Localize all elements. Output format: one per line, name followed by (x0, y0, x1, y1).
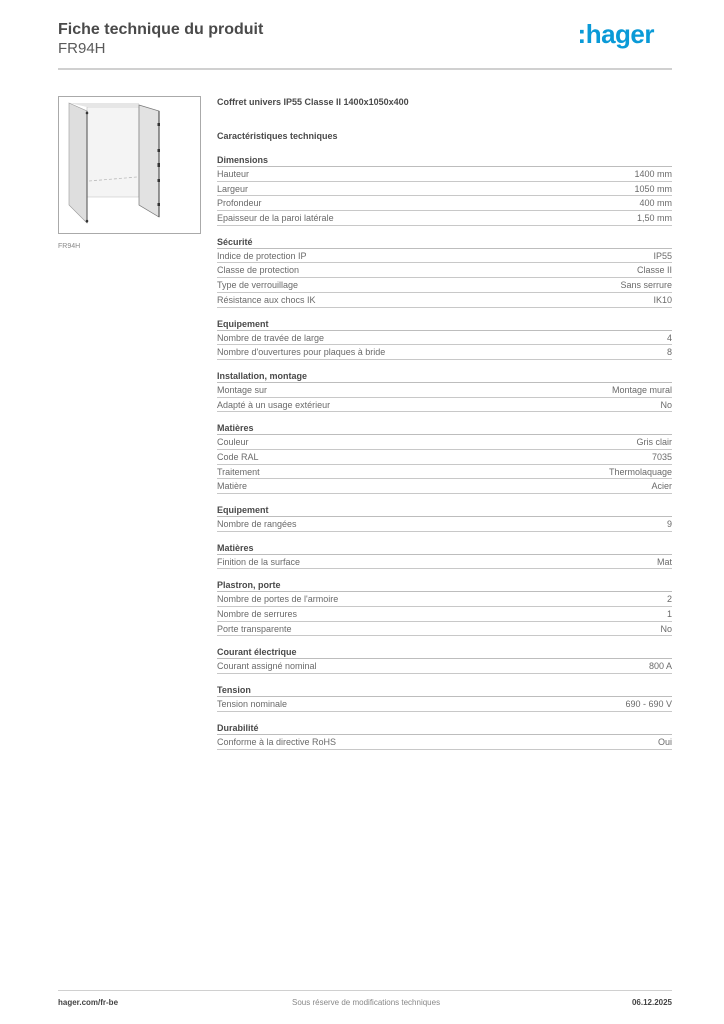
spec-value: 1,50 mm (636, 213, 672, 224)
spec-section (217, 579, 672, 636)
spec-label: Largeur (217, 183, 249, 194)
spec-label: Couleur (217, 437, 249, 448)
spec-label: Nombre de travée de large (217, 332, 325, 343)
spec-row (217, 450, 672, 465)
spec-value: IP55 (653, 250, 672, 261)
spec-value: 9 (666, 519, 672, 529)
spec-value: 4 (666, 332, 672, 343)
spec-value: 1400 mm (634, 169, 672, 179)
specs-heading: Caractéristiques techniques (217, 131, 338, 141)
spec-label: Courant assigné nominal (217, 661, 317, 672)
spec-label: Matière (217, 481, 248, 492)
section-title: Matières (217, 542, 672, 555)
spec-label: Nombre d'ouvertures pour plaques à bride (217, 347, 386, 358)
spec-value: 8 (666, 347, 672, 358)
section-title: Durabilité (217, 722, 672, 735)
spec-section (217, 370, 672, 412)
spec-value: Mat (656, 556, 672, 567)
spec-value: 7035 (651, 451, 672, 462)
spec-label: Finition de la surface (217, 556, 301, 567)
section-title: Sécurité (217, 236, 672, 249)
section-title: Courant électrique (217, 646, 672, 659)
spec-row (217, 607, 672, 622)
section-title: Installation, montage (217, 370, 672, 383)
spec-value: 400 mm (639, 198, 672, 209)
spec-value: Acier (651, 481, 672, 492)
spec-row (217, 592, 672, 607)
spec-section (217, 422, 672, 494)
page-footer (58, 998, 672, 1010)
footer-date: 06.12.2025 (631, 998, 672, 1007)
spec-value: Thermolaquage (608, 466, 672, 477)
section-title: Matières (217, 422, 672, 435)
product-reference: FR94H (58, 40, 106, 57)
spec-label: Indice de protection IP (217, 250, 307, 261)
spec-row (217, 697, 672, 712)
spec-value: 690 - 690 V (625, 699, 672, 710)
spec-label: Tension nominale (217, 699, 288, 710)
spec-value: No (660, 623, 672, 634)
spec-value: Classe II (636, 265, 672, 276)
spec-value: 1 (666, 609, 672, 620)
header-divider (58, 68, 672, 70)
spec-row (217, 331, 672, 346)
spec-label: Montage sur (217, 384, 268, 395)
spec-row (217, 735, 672, 750)
spec-value: 1050 mm (634, 183, 672, 194)
spec-value: Sans serrure (620, 280, 672, 291)
spec-row (217, 263, 672, 278)
spec-label: Conforme à la directive RoHS (217, 736, 337, 747)
spec-section (217, 722, 672, 750)
spec-section (217, 542, 672, 570)
spec-value: IK10 (653, 294, 672, 305)
spec-row (217, 622, 672, 637)
spec-label: Traitement (217, 466, 260, 477)
image-caption: FR94H (58, 243, 81, 250)
enclosure-cabinet-image (58, 96, 201, 234)
spec-row (217, 196, 672, 211)
section-title: Tension (217, 684, 672, 697)
spec-section (217, 318, 672, 360)
spec-content (217, 96, 672, 750)
spec-row (217, 293, 672, 308)
spec-label: Epaisseur de la paroi latérale (217, 213, 334, 224)
spec-label: Nombre de serrures (217, 609, 298, 620)
spec-sections (217, 154, 672, 750)
spec-row (217, 211, 672, 226)
spec-value: No (660, 399, 672, 410)
spec-label: Nombre de portes de l'armoire (217, 594, 339, 605)
footer-website-link[interactable]: hager.com/fr-be (58, 998, 119, 1007)
spec-section (217, 646, 672, 674)
spec-row (217, 465, 672, 480)
spec-value: Gris clair (636, 437, 672, 448)
spec-label: Code RAL (217, 451, 259, 462)
spec-label: Nombre de rangées (217, 519, 297, 529)
spec-section (217, 236, 672, 308)
spec-row (217, 435, 672, 450)
spec-row (217, 383, 672, 398)
spec-label: Porte transparente (217, 623, 292, 634)
spec-section (217, 684, 672, 712)
hager-logo: :hager (577, 19, 654, 49)
spec-section (217, 504, 672, 532)
spec-row (217, 278, 672, 293)
spec-label: Résistance aux chocs IK (217, 294, 316, 305)
spec-value: 2 (666, 594, 672, 605)
spec-row (217, 659, 672, 674)
spec-value: Oui (657, 736, 672, 747)
spec-label: Adapté à un usage extérieur (217, 399, 331, 410)
spec-row (217, 167, 672, 182)
section-title: Dimensions (217, 154, 672, 167)
spec-row (217, 182, 672, 197)
product-name: Coffret univers IP55 Classe II 1400x1050x400 (217, 97, 409, 107)
page-title: Fiche technique du produit (58, 21, 264, 38)
page-header (58, 20, 672, 70)
spec-row (217, 345, 672, 360)
spec-row (217, 555, 672, 570)
spec-value: Montage mural (611, 384, 672, 395)
spec-label: Profondeur (217, 198, 262, 209)
spec-section (217, 154, 672, 226)
section-title: Plastron, porte (217, 579, 672, 592)
spec-row (217, 249, 672, 264)
spec-row (217, 479, 672, 494)
spec-label: Classe de protection (217, 265, 300, 276)
spec-row (217, 517, 672, 532)
spec-label: Type de verrouillage (217, 280, 299, 291)
spec-value: 800 A (648, 661, 672, 672)
section-title: Equipement (217, 318, 672, 331)
spec-label: Hauteur (217, 169, 250, 179)
footer-disclaimer: Sous réserve de modifications techniques (292, 998, 441, 1007)
spec-row (217, 398, 672, 413)
section-title: Equipement (217, 504, 672, 517)
footer-divider (58, 990, 672, 991)
